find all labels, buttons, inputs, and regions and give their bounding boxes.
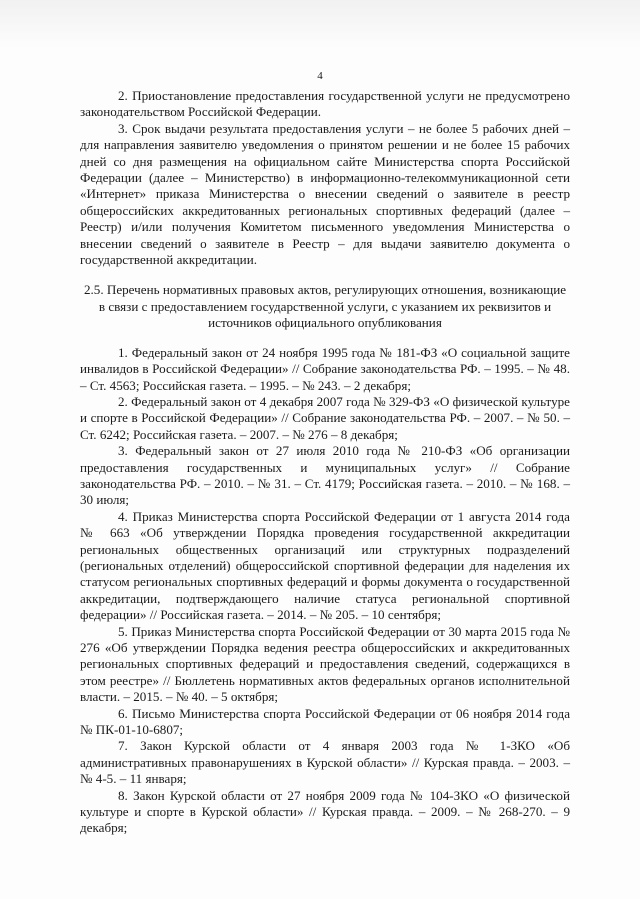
list-item: 7. Закон Курской области от 4 января 2003 года № 1-ЗКО «Об административных правонарушениях в Курской области» // Курская правда. – 2003. – № 4-5. – 11 января; [80,738,570,787]
paragraph-suspension: 2. Приостановление предоставления государственной услуги не предусмотрено законодательством Российской Федерации. [80,88,570,120]
page-number: 4 [317,70,323,82]
list-item: 2. Федеральный закон от 4 декабря 2007 года № 329-ФЗ «О физической культуре и спорте в Российской Федерации» // Собрание законодательства РФ. – 2007. – № 50. – Ст. 6242; Российская газета. – 2007. – № 276 – 8 декабря; [80,393,570,442]
list-item: 4. Приказ Министерства спорта Российской Федерации от 1 августа 2014 года № 663 «Об утверждении Порядка проведения государственной аккредитации региональных общественных организаций или структурных подразделений (региональных отделений) общероссийской спортивной федерации для наделения их статусом региональных спортивных федераций и формы документа о государственной аккредитации, подтверждающего наличие статуса региональной спортивной федерации» // Российская газета. – 2014. – № 205. – 10 сентября; [80,508,570,623]
list-item: 1. Федеральный закон от 24 ноября 1995 года № 181-ФЗ «О социальной защите инвалидов в Российской Федерации» // Собрание законодательства РФ. – 1995. – № 48. – Ст. 4563; Российская газета. – 1995. – № 243. – 2 декабря; [80,344,570,393]
scan-shadow [0,0,640,48]
section-heading: 2.5. Перечень нормативных правовых актов, регулирующих отношения, возникающие в связи с предоставлением государственной услуги, с указанием их реквизитов и источников официального опубликования [83,282,567,331]
list-item: 6. Письмо Министерства спорта Российской Федерации от 06 ноября 2014 года № ПК-01-10-6807; [80,705,570,738]
list-item: 3. Федеральный закон от 27 июля 2010 года № 210-ФЗ «Об организации предоставления государственных и муниципальных услуг» // Собрание законодательства РФ. – 2010. – № 31. – Ст. 4179; Российская газета. – 2010. – № 168. – 30 июля; [80,443,570,508]
document-body [80,88,570,837]
list-item: 8. Закон Курской области от 27 ноября 2009 года № 104-ЗКО «О физической культуре и спорте в Курской области» // Курская правда. – 2009. – № 268-270. – 9 декабря; [80,787,570,836]
paragraph-deadline: 3. Срок выдачи результата предоставления услуги – не более 5 рабочих дней – для направления заявителю уведомления о принятом решении и не более 15 рабочих дней со дня размещения на официальном сайте Министерства спорта Российской Федерации (далее – Министерство) в информационно-телекоммуникационной сети «Интернет» приказа Министерства о внесении сведений о заявителе в реестр общероссийских аккредитованных региональных спортивных федераций (далее – Реестр) и/или получения Комитетом письменного уведомления Министерства о внесении сведений о заявителе в Реестр – для выдачи заявителю документа о государственной аккредитации. [80,120,570,268]
list-item: 5. Приказ Министерства спорта Российской Федерации от 30 марта 2015 года № 276 «Об утверждении Порядка ведения реестра общероссийских и аккредитованных региональных спортивных федераций и предоставления сведений, содержащихся в этом реестре» // Бюллетень нормативных актов федеральных органов исполнительной власти. – 2015. – № 40. – 5 октября; [80,623,570,705]
